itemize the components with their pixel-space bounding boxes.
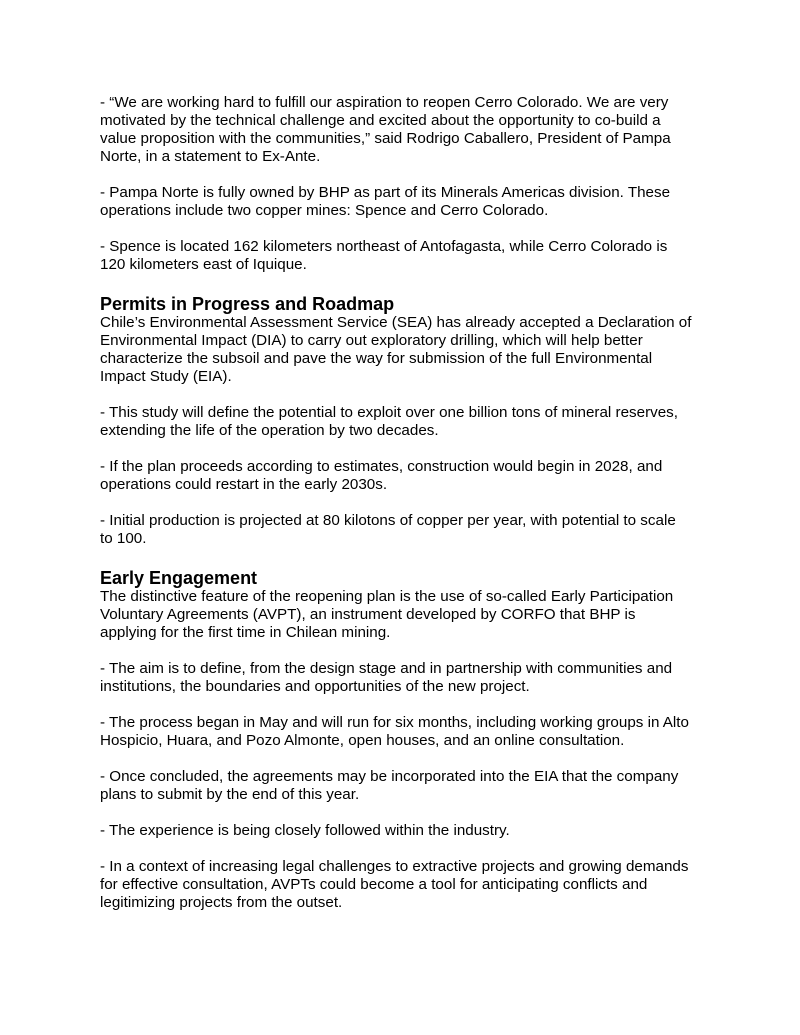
engagement-paragraph-2: - The aim is to define, from the design stage and in partnership with communities and institutions, the boundaries and opportunities of the new project. xyxy=(100,660,673,695)
intro-paragraph-2: - Pampa Norte is fully owned by BHP as part of its Minerals Americas division. These operations include two copper mines: Spence and Cerro Colorado. xyxy=(100,184,671,219)
permits-paragraph-2: - This study will define the potential to exploit over one billion tons of mineral reserves, extending the life of the operation by two decades. xyxy=(100,404,678,439)
intro-paragraph-3: - Spence is located 162 kilometers northeast of Antofagasta, while Cerro Colorado is 120 kilometers east of Iquique. xyxy=(100,238,668,273)
section-heading-engagement: Early Engagement xyxy=(100,568,258,588)
permits-paragraph-3: - If the plan proceeds according to estimates, construction would begin in 2028, and operations could restart in the early 2030s. xyxy=(100,458,663,493)
engagement-paragraph-4: - Once concluded, the agreements may be incorporated into the EIA that the company plans to submit by the end of this year. xyxy=(100,768,679,803)
engagement-paragraph-3: - The process began in May and will run for six months, including working groups in Alto Hospicio, Huara, and Pozo Almonte, open houses, and an online consultation. xyxy=(100,714,689,749)
section-heading-permits: Permits in Progress and Roadmap xyxy=(100,294,395,314)
engagement-paragraph-6: - In a context of increasing legal challenges to extractive projects and growing demands for effective consultation, AVPTs could become a tool for anticipating conflicts and legitimizing projects from the outset. xyxy=(100,858,689,911)
permits-paragraph-1: Chile’s Environmental Assessment Service (SEA) has already accepted a Declaration of Environmental Impact (DIA) to carry out exploratory drilling, which will help better characterize the subsoil and pave the way for submission of the full Environmental Impact Study (EIA). xyxy=(100,314,692,385)
document-page xyxy=(100,94,705,912)
permits-paragraph-4: - Initial production is projected at 80 kilotons of copper per year, with potential to scale to 100. xyxy=(100,512,676,547)
engagement-paragraph-5: - The experience is being closely followed within the industry. xyxy=(100,822,510,839)
engagement-paragraph-1: The distinctive feature of the reopening plan is the use of so-called Early Participation Voluntary Agreements (AVPT), an instrument developed by CORFO that BHP is applying for the first time in Chilean mining. xyxy=(100,588,674,641)
intro-paragraph-1: - “We are working hard to fulfill our aspiration to reopen Cerro Colorado. We are very motivated by the technical challenge and excited about the opportunity to co-build a value proposition with the communities,” said Rodrigo Caballero, President of Pampa Norte, in a statement to Ex-Ante. xyxy=(100,94,671,165)
